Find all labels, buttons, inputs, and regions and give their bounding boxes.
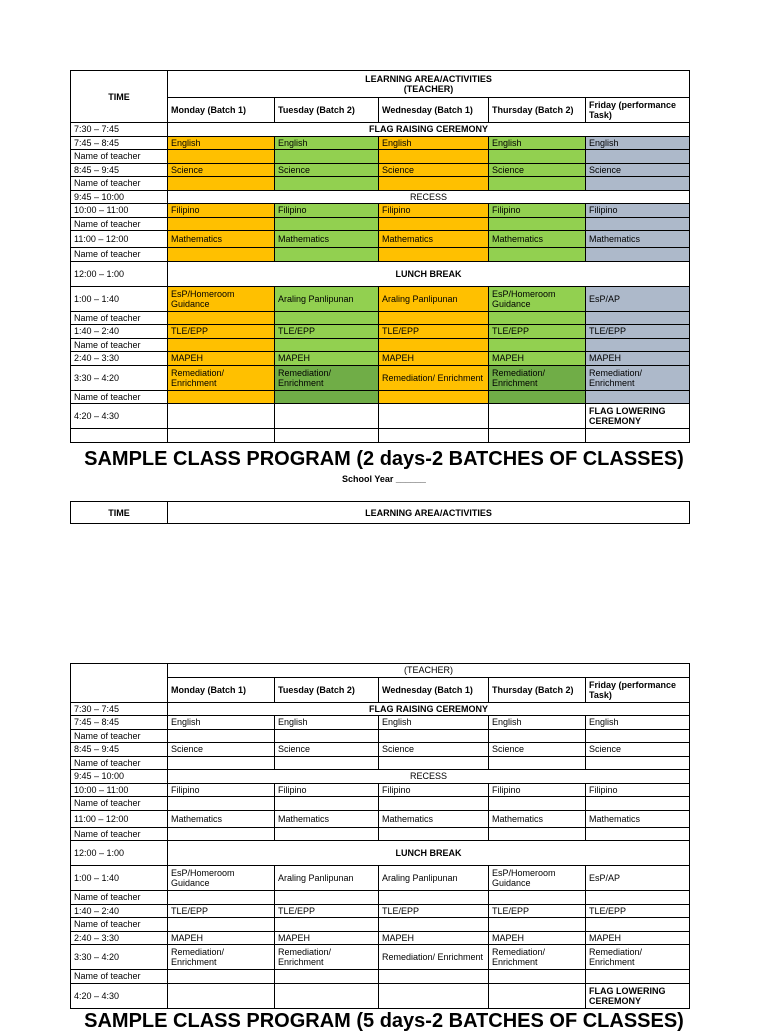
subject-cell: Filipino <box>275 783 379 797</box>
teacher-cell <box>489 150 586 164</box>
time-cell: 4:20 – 4:30 <box>71 404 168 429</box>
empty-cell <box>489 404 586 429</box>
time-cell: 10:00 – 11:00 <box>71 204 168 218</box>
time-cell: 12:00 – 1:00 <box>71 261 168 286</box>
teacher-name-label: Name of teacher <box>71 311 168 325</box>
subject-cell: Filipino <box>586 783 690 797</box>
teacher-header: (TEACHER) <box>168 664 690 678</box>
table-row <box>71 150 690 164</box>
teacher-cell <box>379 827 489 841</box>
subject-cell: English <box>168 716 275 730</box>
teacher-label: (TEACHER) <box>403 84 454 94</box>
teacher-cell <box>275 390 379 404</box>
subject-cell: EsP/Homeroom Guidance <box>168 286 275 311</box>
flag-lowering-cell: FLAG LOWERING CEREMONY <box>586 404 690 429</box>
time-cell: 8:45 – 9:45 <box>71 163 168 177</box>
wednesday-header: Wednesday (Batch 1) <box>379 98 489 123</box>
time-header: TIME <box>71 71 168 123</box>
subject-cell: EsP/Homeroom Guidance <box>489 866 586 891</box>
subject-cell: TLE/EPP <box>586 325 690 339</box>
table-row <box>71 429 690 443</box>
teacher-cell <box>379 797 489 811</box>
subject-cell: TLE/EPP <box>168 325 275 339</box>
subject-cell: Filipino <box>379 204 489 218</box>
recess-cell: RECESS <box>168 770 690 784</box>
table-row <box>71 841 690 866</box>
teacher-cell <box>586 248 690 262</box>
subject-cell: Science <box>275 743 379 757</box>
table-row <box>71 783 690 797</box>
subject-cell: English <box>168 136 275 150</box>
subject-cell: TLE/EPP <box>379 904 489 918</box>
teacher-name-label: Name of teacher <box>71 338 168 352</box>
subject-cell: Mathematics <box>586 231 690 248</box>
teacher-cell <box>489 797 586 811</box>
learning-area-header <box>168 71 690 98</box>
subject-cell: TLE/EPP <box>489 325 586 339</box>
subject-cell: Araling Panlipunan <box>379 866 489 891</box>
time-cell: 7:30 – 7:45 <box>71 123 168 137</box>
teacher-cell <box>275 827 379 841</box>
subject-cell: TLE/EPP <box>586 904 690 918</box>
table-row <box>71 231 690 248</box>
teacher-cell <box>168 390 275 404</box>
time-cell: 11:00 – 12:00 <box>71 810 168 827</box>
subject-cell: TLE/EPP <box>275 904 379 918</box>
time-cell: 9:45 – 10:00 <box>71 770 168 784</box>
table-row <box>71 311 690 325</box>
subject-cell: Science <box>168 743 275 757</box>
time-cell: 1:40 – 2:40 <box>71 325 168 339</box>
empty-cell <box>489 429 586 443</box>
teacher-name-label: Name of teacher <box>71 827 168 841</box>
flag-raising-cell: FLAG RAISING CEREMONY <box>168 123 690 137</box>
table-row <box>71 716 690 730</box>
teacher-name-label: Name of teacher <box>71 729 168 743</box>
subject-cell: Filipino <box>489 204 586 218</box>
class-program-header-table <box>70 501 690 524</box>
subject-cell: English <box>275 136 379 150</box>
teacher-cell <box>168 729 275 743</box>
teacher-cell <box>379 217 489 231</box>
subject-cell: EsP/Homeroom Guidance <box>168 866 275 891</box>
subject-cell: Remediation/ Enrichment <box>586 945 690 970</box>
subject-cell: Science <box>489 743 586 757</box>
subject-cell: MAPEH <box>489 352 586 366</box>
subject-cell: English <box>379 716 489 730</box>
time-header: TIME <box>71 502 168 524</box>
teacher-name-label: Name of teacher <box>71 891 168 905</box>
subject-cell: Filipino <box>168 783 275 797</box>
subject-cell: TLE/EPP <box>489 904 586 918</box>
teacher-cell <box>586 827 690 841</box>
time-cell: 3:30 – 4:20 <box>71 365 168 390</box>
teacher-cell <box>275 177 379 191</box>
teacher-cell <box>489 729 586 743</box>
subject-cell: MAPEH <box>168 931 275 945</box>
teacher-cell <box>379 248 489 262</box>
teacher-cell <box>275 338 379 352</box>
time-cell: 11:00 – 12:00 <box>71 231 168 248</box>
teacher-name-label: Name of teacher <box>71 918 168 932</box>
teacher-name-label: Name of teacher <box>71 248 168 262</box>
monday-header: Monday (Batch 1) <box>168 677 275 702</box>
teacher-cell <box>168 338 275 352</box>
time-cell: 7:30 – 7:45 <box>71 702 168 716</box>
table-row <box>71 729 690 743</box>
table-row <box>71 71 690 98</box>
teacher-name-label: Name of teacher <box>71 177 168 191</box>
subject-cell: English <box>379 136 489 150</box>
teacher-cell <box>379 918 489 932</box>
teacher-cell <box>489 891 586 905</box>
time-cell: 7:45 – 8:45 <box>71 716 168 730</box>
teacher-name-label: Name of teacher <box>71 797 168 811</box>
teacher-cell <box>275 248 379 262</box>
subject-cell: Science <box>489 163 586 177</box>
subject-cell: Science <box>168 163 275 177</box>
subject-cell: TLE/EPP <box>168 904 275 918</box>
learning-area-header: LEARNING AREA/ACTIVITIES <box>168 502 690 524</box>
subject-cell: Mathematics <box>379 810 489 827</box>
teacher-cell <box>489 970 586 984</box>
teacher-cell <box>489 918 586 932</box>
subject-cell: Araling Panlipunan <box>379 286 489 311</box>
subject-cell: Remediation/ Enrichment <box>586 365 690 390</box>
teacher-cell <box>379 311 489 325</box>
subject-cell: Mathematics <box>379 231 489 248</box>
subject-cell: Araling Panlipunan <box>275 286 379 311</box>
teacher-cell <box>379 729 489 743</box>
subject-cell: MAPEH <box>379 931 489 945</box>
table-row <box>71 136 690 150</box>
subject-cell: English <box>275 716 379 730</box>
subject-cell: Filipino <box>489 783 586 797</box>
subject-cell: EsP/AP <box>586 286 690 311</box>
empty-cell <box>586 429 690 443</box>
empty-cell <box>275 983 379 1008</box>
school-year-label: School Year ______ <box>342 474 426 484</box>
subject-cell: MAPEH <box>275 352 379 366</box>
subject-cell: Science <box>586 743 690 757</box>
subject-cell: MAPEH <box>379 352 489 366</box>
teacher-cell <box>168 970 275 984</box>
time-cell: 2:40 – 3:30 <box>71 352 168 366</box>
class-program-table-plain <box>70 663 690 1009</box>
teacher-cell <box>586 217 690 231</box>
teacher-cell <box>168 217 275 231</box>
subject-cell: English <box>489 716 586 730</box>
time-cell: 8:45 – 9:45 <box>71 743 168 757</box>
table-row <box>71 502 690 524</box>
subject-cell: Filipino <box>586 204 690 218</box>
teacher-cell <box>489 390 586 404</box>
teacher-cell <box>275 891 379 905</box>
table-row <box>71 404 690 429</box>
table-row <box>71 248 690 262</box>
teacher-cell <box>275 729 379 743</box>
table-row <box>71 891 690 905</box>
table-row <box>71 664 690 678</box>
teacher-cell <box>168 177 275 191</box>
empty-cell <box>379 983 489 1008</box>
teacher-cell <box>489 177 586 191</box>
teacher-cell <box>586 150 690 164</box>
table-row <box>71 177 690 191</box>
page-title-5days: SAMPLE CLASS PROGRAM (5 days-2 BATCHES OF CLASSES) <box>84 1010 684 1032</box>
table-row <box>71 352 690 366</box>
teacher-cell <box>489 756 586 770</box>
time-cell: 7:45 – 8:45 <box>71 136 168 150</box>
teacher-name-label: Name of teacher <box>71 756 168 770</box>
subject-cell: MAPEH <box>489 931 586 945</box>
time-cell: 3:30 – 4:20 <box>71 945 168 970</box>
teacher-cell <box>379 970 489 984</box>
subject-cell: MAPEH <box>586 352 690 366</box>
empty-cell <box>168 983 275 1008</box>
tuesday-header: Tuesday (Batch 2) <box>275 98 379 123</box>
thursday-header: Thursday (Batch 2) <box>489 677 586 702</box>
table-row <box>71 770 690 784</box>
learning-area-label: LEARNING AREA/ACTIVITIES <box>365 74 492 84</box>
table-row <box>71 286 690 311</box>
page-title: SAMPLE CLASS PROGRAM (2 days-2 BATCHES OF CLASSES) <box>84 448 684 470</box>
subject-cell: Mathematics <box>586 810 690 827</box>
teacher-cell <box>379 390 489 404</box>
teacher-cell <box>168 918 275 932</box>
teacher-cell <box>489 217 586 231</box>
time-header-empty <box>71 664 168 703</box>
subject-cell: Remediation/ Enrichment <box>379 365 489 390</box>
recess-cell: RECESS <box>168 190 690 204</box>
subject-cell: English <box>586 716 690 730</box>
time-cell: 1:40 – 2:40 <box>71 904 168 918</box>
subject-cell: Filipino <box>168 204 275 218</box>
teacher-name-label: Name of teacher <box>71 217 168 231</box>
table-row <box>71 390 690 404</box>
table-row <box>71 123 690 137</box>
subject-cell: English <box>586 136 690 150</box>
subject-cell: Mathematics <box>168 810 275 827</box>
subject-cell: Science <box>586 163 690 177</box>
subject-cell: MAPEH <box>275 931 379 945</box>
subject-cell: English <box>489 136 586 150</box>
subject-cell: Mathematics <box>489 810 586 827</box>
teacher-name-label: Name of teacher <box>71 390 168 404</box>
teacher-cell <box>586 918 690 932</box>
table-row <box>71 904 690 918</box>
table-row <box>71 338 690 352</box>
thursday-header: Thursday (Batch 2) <box>489 98 586 123</box>
time-cell: 4:20 – 4:30 <box>71 983 168 1008</box>
teacher-cell <box>489 248 586 262</box>
subject-cell: Remediation/ Enrichment <box>168 945 275 970</box>
table-row <box>71 970 690 984</box>
empty-cell <box>379 429 489 443</box>
table-row <box>71 163 690 177</box>
empty-cell <box>275 429 379 443</box>
subject-cell: Science <box>379 163 489 177</box>
table-row <box>71 810 690 827</box>
subject-cell: MAPEH <box>168 352 275 366</box>
subject-cell: Araling Panlipunan <box>275 866 379 891</box>
subject-cell: Remediation/ Enrichment <box>379 945 489 970</box>
friday-header: Friday (performance Task) <box>586 677 690 702</box>
teacher-cell <box>489 338 586 352</box>
table-row <box>71 866 690 891</box>
table-row <box>71 918 690 932</box>
teacher-cell <box>379 338 489 352</box>
lunch-cell: LUNCH BREAK <box>168 261 690 286</box>
empty-cell <box>168 429 275 443</box>
empty-cell <box>71 429 168 443</box>
teacher-cell <box>586 970 690 984</box>
friday-header: Friday (performance Task) <box>586 98 690 123</box>
lunch-cell: LUNCH BREAK <box>168 841 690 866</box>
tuesday-header: Tuesday (Batch 2) <box>275 677 379 702</box>
table-row <box>71 827 690 841</box>
table-row <box>71 945 690 970</box>
teacher-cell <box>168 150 275 164</box>
time-cell: 1:00 – 1:40 <box>71 286 168 311</box>
teacher-cell <box>168 797 275 811</box>
time-cell: 10:00 – 11:00 <box>71 783 168 797</box>
subject-cell: EsP/AP <box>586 866 690 891</box>
subject-cell: Science <box>275 163 379 177</box>
subject-cell: Mathematics <box>275 810 379 827</box>
subject-cell: Remediation/ Enrichment <box>275 945 379 970</box>
empty-cell <box>275 404 379 429</box>
teacher-cell <box>379 756 489 770</box>
teacher-cell <box>168 891 275 905</box>
teacher-cell <box>168 756 275 770</box>
teacher-cell <box>586 177 690 191</box>
table-row <box>71 325 690 339</box>
subject-cell: TLE/EPP <box>379 325 489 339</box>
subject-cell: Mathematics <box>489 231 586 248</box>
teacher-cell <box>275 797 379 811</box>
subject-cell: Remediation/ Enrichment <box>489 365 586 390</box>
teacher-cell <box>586 729 690 743</box>
monday-header: Monday (Batch 1) <box>168 98 275 123</box>
teacher-cell <box>379 891 489 905</box>
time-cell: 12:00 – 1:00 <box>71 841 168 866</box>
time-cell: 9:45 – 10:00 <box>71 190 168 204</box>
subject-cell: TLE/EPP <box>275 325 379 339</box>
teacher-cell <box>275 150 379 164</box>
teacher-cell <box>586 338 690 352</box>
table-row <box>71 743 690 757</box>
table-row <box>71 756 690 770</box>
subject-cell: Remediation/ Enrichment <box>275 365 379 390</box>
subject-cell: Filipino <box>379 783 489 797</box>
teacher-cell <box>379 150 489 164</box>
flag-lowering-cell: FLAG LOWERING CEREMONY <box>586 983 690 1008</box>
table-row <box>71 261 690 286</box>
table-row <box>71 217 690 231</box>
teacher-cell <box>379 177 489 191</box>
subject-cell: Science <box>379 743 489 757</box>
empty-cell <box>379 404 489 429</box>
teacher-cell <box>586 390 690 404</box>
teacher-cell <box>275 756 379 770</box>
subject-cell: Remediation/ Enrichment <box>168 365 275 390</box>
table-row <box>71 702 690 716</box>
time-cell: 2:40 – 3:30 <box>71 931 168 945</box>
teacher-cell <box>275 311 379 325</box>
subject-cell: Filipino <box>275 204 379 218</box>
subject-cell: Remediation/ Enrichment <box>489 945 586 970</box>
empty-cell <box>168 404 275 429</box>
subject-cell: Mathematics <box>275 231 379 248</box>
teacher-cell <box>168 248 275 262</box>
subject-cell: EsP/Homeroom Guidance <box>489 286 586 311</box>
teacher-cell <box>586 756 690 770</box>
teacher-cell <box>586 797 690 811</box>
subject-cell: Mathematics <box>168 231 275 248</box>
teacher-cell <box>168 311 275 325</box>
time-cell: 1:00 – 1:40 <box>71 866 168 891</box>
teacher-cell <box>275 970 379 984</box>
teacher-cell <box>489 827 586 841</box>
table-row <box>71 365 690 390</box>
table-row <box>71 931 690 945</box>
teacher-name-label: Name of teacher <box>71 970 168 984</box>
teacher-cell <box>586 891 690 905</box>
teacher-cell <box>275 918 379 932</box>
subject-cell: MAPEH <box>586 931 690 945</box>
class-program-table-colored <box>70 70 690 443</box>
table-row <box>71 797 690 811</box>
teacher-cell <box>489 311 586 325</box>
teacher-name-label: Name of teacher <box>71 150 168 164</box>
table-row <box>71 204 690 218</box>
wednesday-header: Wednesday (Batch 1) <box>379 677 489 702</box>
table-row <box>71 983 690 1008</box>
teacher-cell <box>586 311 690 325</box>
flag-raising-cell: FLAG RAISING CEREMONY <box>168 702 690 716</box>
teacher-cell <box>275 217 379 231</box>
table-row <box>71 190 690 204</box>
teacher-cell <box>168 827 275 841</box>
empty-cell <box>489 983 586 1008</box>
